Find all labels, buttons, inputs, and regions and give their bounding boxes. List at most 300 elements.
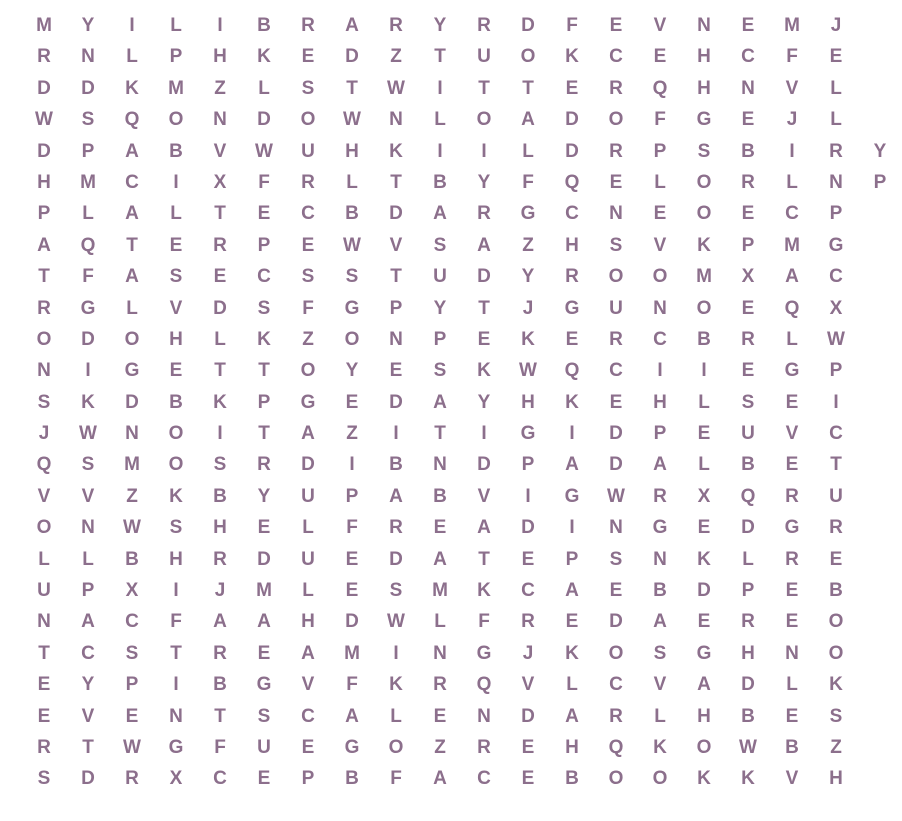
- grid-letter[interactable]: D: [741, 674, 755, 696]
- grid-letter[interactable]: O: [608, 642, 624, 664]
- grid-letter[interactable]: L: [434, 109, 446, 131]
- grid-letter[interactable]: R: [37, 736, 51, 758]
- grid-letter[interactable]: L: [126, 46, 138, 68]
- grid-letter[interactable]: D: [257, 109, 271, 131]
- grid-letter[interactable]: K: [741, 768, 755, 790]
- grid-letter[interactable]: Y: [477, 171, 491, 193]
- grid-letter[interactable]: T: [170, 642, 182, 664]
- grid-letter[interactable]: R: [785, 485, 799, 507]
- grid-letter[interactable]: C: [653, 328, 667, 350]
- grid-letter[interactable]: D: [81, 768, 95, 790]
- grid-letter[interactable]: G: [168, 736, 184, 758]
- grid-letter[interactable]: V: [389, 234, 403, 256]
- grid-letter[interactable]: M: [80, 171, 96, 193]
- grid-letter[interactable]: E: [565, 77, 579, 99]
- grid-letter[interactable]: E: [697, 517, 711, 539]
- grid-letter[interactable]: U: [477, 46, 491, 68]
- grid-letter[interactable]: L: [742, 548, 754, 570]
- grid-letter[interactable]: E: [653, 46, 667, 68]
- grid-letter[interactable]: G: [784, 517, 800, 539]
- grid-letter[interactable]: I: [701, 360, 707, 382]
- grid-letter[interactable]: D: [521, 705, 535, 727]
- grid-letter[interactable]: A: [213, 611, 227, 633]
- grid-letter[interactable]: K: [565, 46, 579, 68]
- grid-letter[interactable]: A: [81, 611, 95, 633]
- grid-letter[interactable]: N: [433, 642, 447, 664]
- grid-letter[interactable]: W: [123, 736, 141, 758]
- grid-letter[interactable]: T: [434, 46, 446, 68]
- grid-letter[interactable]: H: [37, 171, 51, 193]
- grid-letter[interactable]: B: [213, 674, 227, 696]
- grid-letter[interactable]: Y: [873, 140, 887, 162]
- grid-letter[interactable]: D: [125, 391, 139, 413]
- grid-letter[interactable]: C: [609, 674, 623, 696]
- grid-letter[interactable]: G: [696, 109, 712, 131]
- grid-letter[interactable]: R: [741, 171, 755, 193]
- grid-letter[interactable]: F: [654, 109, 666, 131]
- grid-letter[interactable]: P: [565, 548, 579, 570]
- grid-letter[interactable]: S: [81, 454, 95, 476]
- grid-letter[interactable]: T: [38, 642, 50, 664]
- grid-letter[interactable]: V: [785, 423, 799, 445]
- grid-letter[interactable]: E: [565, 611, 579, 633]
- grid-letter[interactable]: N: [81, 46, 95, 68]
- grid-letter[interactable]: D: [389, 203, 403, 225]
- grid-letter[interactable]: M: [36, 15, 52, 36]
- grid-letter[interactable]: A: [125, 266, 139, 288]
- grid-letter[interactable]: C: [829, 266, 843, 288]
- grid-letter[interactable]: A: [521, 109, 535, 131]
- grid-letter[interactable]: L: [786, 328, 798, 350]
- grid-letter[interactable]: Q: [36, 454, 52, 476]
- grid-letter[interactable]: L: [258, 77, 270, 99]
- grid-letter[interactable]: T: [478, 77, 490, 99]
- grid-letter[interactable]: L: [654, 171, 666, 193]
- grid-letter[interactable]: D: [81, 328, 95, 350]
- grid-letter[interactable]: K: [169, 485, 183, 507]
- grid-letter[interactable]: Z: [302, 328, 314, 350]
- grid-letter[interactable]: R: [741, 611, 755, 633]
- grid-letter[interactable]: S: [169, 266, 183, 288]
- grid-letter[interactable]: F: [566, 15, 578, 36]
- grid-letter[interactable]: P: [829, 203, 843, 225]
- grid-letter[interactable]: H: [741, 642, 755, 664]
- grid-letter[interactable]: H: [301, 611, 315, 633]
- grid-letter[interactable]: P: [741, 234, 755, 256]
- grid-letter[interactable]: I: [349, 454, 355, 476]
- grid-letter[interactable]: K: [565, 391, 579, 413]
- grid-letter[interactable]: E: [697, 423, 711, 445]
- grid-letter[interactable]: D: [213, 297, 227, 319]
- grid-letter[interactable]: D: [697, 580, 711, 602]
- grid-letter[interactable]: N: [37, 360, 51, 382]
- grid-letter[interactable]: C: [125, 171, 139, 193]
- grid-letter[interactable]: L: [82, 203, 94, 225]
- grid-letter[interactable]: F: [786, 46, 798, 68]
- grid-letter[interactable]: A: [125, 140, 139, 162]
- grid-letter[interactable]: R: [609, 705, 623, 727]
- grid-letter[interactable]: G: [520, 203, 536, 225]
- grid-letter[interactable]: S: [609, 234, 623, 256]
- grid-letter[interactable]: E: [785, 454, 799, 476]
- grid-letter[interactable]: A: [565, 580, 579, 602]
- grid-letter[interactable]: H: [697, 77, 711, 99]
- grid-letter[interactable]: Z: [522, 234, 534, 256]
- grid-letter[interactable]: L: [654, 705, 666, 727]
- grid-letter[interactable]: Z: [126, 485, 138, 507]
- grid-letter[interactable]: P: [125, 674, 139, 696]
- grid-letter[interactable]: E: [741, 297, 755, 319]
- grid-letter[interactable]: B: [169, 140, 183, 162]
- grid-letter[interactable]: R: [37, 46, 51, 68]
- grid-letter[interactable]: A: [565, 705, 579, 727]
- grid-letter[interactable]: W: [343, 234, 361, 256]
- grid-letter[interactable]: W: [35, 109, 53, 131]
- grid-letter[interactable]: D: [389, 548, 403, 570]
- grid-letter[interactable]: R: [389, 517, 403, 539]
- grid-letter[interactable]: S: [433, 234, 447, 256]
- grid-letter[interactable]: Y: [345, 360, 359, 382]
- grid-letter[interactable]: H: [697, 705, 711, 727]
- grid-letter[interactable]: E: [37, 674, 51, 696]
- grid-letter[interactable]: C: [125, 611, 139, 633]
- grid-letter[interactable]: T: [434, 423, 446, 445]
- grid-letter[interactable]: D: [37, 77, 51, 99]
- grid-letter[interactable]: G: [476, 642, 492, 664]
- grid-letter[interactable]: L: [38, 548, 50, 570]
- grid-letter[interactable]: T: [258, 360, 270, 382]
- grid-letter[interactable]: H: [213, 46, 227, 68]
- grid-letter[interactable]: G: [828, 234, 844, 256]
- grid-letter[interactable]: K: [521, 328, 535, 350]
- grid-letter[interactable]: R: [213, 642, 227, 664]
- grid-letter[interactable]: C: [741, 46, 755, 68]
- grid-letter[interactable]: P: [873, 171, 887, 193]
- grid-letter[interactable]: E: [741, 15, 755, 36]
- grid-letter[interactable]: O: [520, 46, 536, 68]
- grid-letter[interactable]: S: [257, 705, 271, 727]
- grid-letter[interactable]: J: [522, 297, 534, 319]
- grid-letter[interactable]: C: [477, 768, 491, 790]
- grid-letter[interactable]: B: [697, 328, 711, 350]
- grid-letter[interactable]: E: [521, 736, 535, 758]
- grid-letter[interactable]: R: [213, 548, 227, 570]
- grid-letter[interactable]: C: [521, 580, 535, 602]
- grid-letter[interactable]: Q: [80, 234, 96, 256]
- grid-letter[interactable]: K: [257, 46, 271, 68]
- grid-letter[interactable]: E: [389, 360, 403, 382]
- grid-letter[interactable]: E: [565, 328, 579, 350]
- grid-letter[interactable]: E: [609, 580, 623, 602]
- grid-letter[interactable]: G: [124, 360, 140, 382]
- grid-letter[interactable]: O: [608, 109, 624, 131]
- grid-letter[interactable]: Q: [476, 674, 492, 696]
- grid-letter[interactable]: P: [345, 485, 359, 507]
- grid-letter[interactable]: M: [256, 580, 272, 602]
- grid-letter[interactable]: Z: [390, 46, 402, 68]
- grid-letter[interactable]: Y: [477, 391, 491, 413]
- grid-letter[interactable]: R: [785, 548, 799, 570]
- grid-letter[interactable]: S: [345, 266, 359, 288]
- grid-letter[interactable]: I: [481, 140, 487, 162]
- grid-letter[interactable]: I: [173, 171, 179, 193]
- grid-letter[interactable]: C: [785, 203, 799, 225]
- grid-letter[interactable]: X: [741, 266, 755, 288]
- grid-letter[interactable]: G: [344, 736, 360, 758]
- grid-letter[interactable]: W: [739, 736, 757, 758]
- grid-letter[interactable]: U: [37, 580, 51, 602]
- grid-letter[interactable]: G: [564, 485, 580, 507]
- grid-letter[interactable]: K: [477, 360, 491, 382]
- grid-letter[interactable]: E: [37, 705, 51, 727]
- grid-letter[interactable]: E: [433, 705, 447, 727]
- grid-letter[interactable]: O: [168, 109, 184, 131]
- grid-letter[interactable]: Y: [521, 266, 535, 288]
- grid-letter[interactable]: O: [828, 642, 844, 664]
- grid-letter[interactable]: O: [696, 736, 712, 758]
- grid-letter[interactable]: R: [301, 15, 315, 36]
- grid-letter[interactable]: G: [80, 297, 96, 319]
- grid-letter[interactable]: C: [257, 266, 271, 288]
- grid-letter[interactable]: O: [388, 736, 404, 758]
- grid-letter[interactable]: R: [609, 140, 623, 162]
- grid-letter[interactable]: S: [125, 642, 139, 664]
- grid-letter[interactable]: L: [830, 109, 842, 131]
- grid-letter[interactable]: P: [653, 140, 667, 162]
- grid-letter[interactable]: L: [566, 674, 578, 696]
- grid-letter[interactable]: C: [609, 46, 623, 68]
- grid-letter[interactable]: G: [344, 297, 360, 319]
- grid-letter[interactable]: V: [653, 234, 667, 256]
- grid-letter[interactable]: S: [389, 580, 403, 602]
- grid-letter[interactable]: E: [257, 768, 271, 790]
- grid-letter[interactable]: O: [36, 328, 52, 350]
- grid-letter[interactable]: S: [257, 297, 271, 319]
- grid-letter[interactable]: S: [433, 360, 447, 382]
- grid-letter[interactable]: E: [609, 15, 623, 36]
- grid-letter[interactable]: J: [38, 423, 50, 445]
- grid-letter[interactable]: H: [829, 768, 843, 790]
- grid-letter[interactable]: W: [607, 485, 625, 507]
- grid-letter[interactable]: K: [697, 768, 711, 790]
- grid-letter[interactable]: Y: [81, 674, 95, 696]
- grid-letter[interactable]: J: [786, 109, 798, 131]
- grid-letter[interactable]: G: [564, 297, 580, 319]
- grid-letter[interactable]: F: [478, 611, 490, 633]
- grid-letter[interactable]: O: [696, 171, 712, 193]
- grid-letter[interactable]: K: [653, 736, 667, 758]
- grid-letter[interactable]: O: [828, 611, 844, 633]
- grid-letter[interactable]: K: [213, 391, 227, 413]
- grid-letter[interactable]: S: [37, 768, 51, 790]
- grid-letter[interactable]: C: [301, 203, 315, 225]
- grid-letter[interactable]: P: [81, 140, 95, 162]
- grid-letter[interactable]: Z: [214, 77, 226, 99]
- grid-letter[interactable]: A: [345, 15, 359, 36]
- grid-letter[interactable]: A: [301, 423, 315, 445]
- grid-letter[interactable]: H: [565, 234, 579, 256]
- grid-letter[interactable]: B: [741, 140, 755, 162]
- grid-letter[interactable]: P: [389, 297, 403, 319]
- grid-letter[interactable]: S: [609, 548, 623, 570]
- grid-letter[interactable]: S: [213, 454, 227, 476]
- grid-letter[interactable]: I: [173, 580, 179, 602]
- grid-letter[interactable]: H: [521, 391, 535, 413]
- grid-letter[interactable]: I: [393, 423, 399, 445]
- grid-letter[interactable]: R: [609, 77, 623, 99]
- grid-letter[interactable]: S: [81, 109, 95, 131]
- grid-letter[interactable]: W: [343, 109, 361, 131]
- grid-letter[interactable]: B: [389, 454, 403, 476]
- grid-letter[interactable]: O: [344, 328, 360, 350]
- grid-letter[interactable]: L: [390, 705, 402, 727]
- grid-letter[interactable]: P: [433, 328, 447, 350]
- grid-letter[interactable]: E: [169, 360, 183, 382]
- grid-letter[interactable]: Q: [564, 360, 580, 382]
- grid-letter[interactable]: B: [829, 580, 843, 602]
- grid-letter[interactable]: A: [125, 203, 139, 225]
- grid-letter[interactable]: U: [741, 423, 755, 445]
- grid-letter[interactable]: K: [389, 140, 403, 162]
- grid-letter[interactable]: E: [257, 642, 271, 664]
- grid-letter[interactable]: D: [741, 517, 755, 539]
- grid-letter[interactable]: D: [565, 109, 579, 131]
- grid-letter[interactable]: H: [345, 140, 359, 162]
- grid-letter[interactable]: K: [389, 674, 403, 696]
- grid-letter[interactable]: L: [786, 171, 798, 193]
- grid-letter[interactable]: E: [785, 611, 799, 633]
- grid-letter[interactable]: T: [478, 548, 490, 570]
- grid-letter[interactable]: N: [609, 517, 623, 539]
- grid-letter[interactable]: C: [565, 203, 579, 225]
- grid-letter[interactable]: E: [301, 736, 315, 758]
- grid-letter[interactable]: E: [829, 548, 843, 570]
- grid-letter[interactable]: O: [168, 423, 184, 445]
- grid-letter[interactable]: O: [124, 328, 140, 350]
- grid-letter[interactable]: H: [565, 736, 579, 758]
- grid-letter[interactable]: D: [345, 611, 359, 633]
- grid-letter[interactable]: W: [827, 328, 845, 350]
- grid-letter[interactable]: A: [565, 454, 579, 476]
- grid-letter[interactable]: W: [387, 77, 405, 99]
- grid-letter[interactable]: V: [653, 15, 667, 36]
- grid-letter[interactable]: I: [481, 423, 487, 445]
- grid-letter[interactable]: F: [214, 736, 226, 758]
- grid-letter[interactable]: O: [36, 517, 52, 539]
- grid-letter[interactable]: E: [433, 517, 447, 539]
- grid-letter[interactable]: N: [433, 454, 447, 476]
- grid-letter[interactable]: K: [697, 548, 711, 570]
- grid-letter[interactable]: N: [169, 705, 183, 727]
- grid-letter[interactable]: O: [652, 768, 668, 790]
- grid-letter[interactable]: V: [169, 297, 183, 319]
- grid-letter[interactable]: N: [609, 203, 623, 225]
- grid-letter[interactable]: E: [521, 548, 535, 570]
- grid-letter[interactable]: O: [608, 768, 624, 790]
- grid-letter[interactable]: X: [697, 485, 711, 507]
- grid-letter[interactable]: A: [697, 674, 711, 696]
- grid-letter[interactable]: S: [653, 642, 667, 664]
- grid-letter[interactable]: M: [784, 15, 800, 36]
- grid-letter[interactable]: Y: [81, 15, 95, 36]
- grid-letter[interactable]: R: [389, 15, 403, 36]
- grid-letter[interactable]: I: [217, 15, 223, 36]
- grid-letter[interactable]: E: [697, 611, 711, 633]
- grid-letter[interactable]: Y: [257, 485, 271, 507]
- grid-letter[interactable]: I: [129, 15, 135, 36]
- grid-letter[interactable]: U: [301, 140, 315, 162]
- grid-letter[interactable]: N: [125, 423, 139, 445]
- grid-letter[interactable]: A: [389, 485, 403, 507]
- grid-letter[interactable]: T: [214, 705, 226, 727]
- grid-letter[interactable]: N: [741, 77, 755, 99]
- grid-letter[interactable]: Z: [434, 736, 446, 758]
- grid-letter[interactable]: I: [173, 674, 179, 696]
- grid-letter[interactable]: E: [345, 580, 359, 602]
- grid-letter[interactable]: M: [696, 266, 712, 288]
- grid-letter[interactable]: W: [255, 140, 273, 162]
- grid-letter[interactable]: E: [169, 234, 183, 256]
- grid-letter[interactable]: A: [477, 517, 491, 539]
- grid-letter[interactable]: D: [565, 140, 579, 162]
- grid-letter[interactable]: I: [437, 77, 443, 99]
- grid-letter[interactable]: N: [213, 109, 227, 131]
- grid-letter[interactable]: J: [522, 642, 534, 664]
- grid-letter[interactable]: R: [653, 485, 667, 507]
- grid-letter[interactable]: V: [213, 140, 227, 162]
- grid-letter[interactable]: T: [82, 736, 94, 758]
- grid-letter[interactable]: Z: [830, 736, 842, 758]
- grid-letter[interactable]: B: [785, 736, 799, 758]
- grid-letter[interactable]: A: [345, 705, 359, 727]
- grid-letter[interactable]: T: [390, 266, 402, 288]
- grid-letter[interactable]: F: [346, 674, 358, 696]
- grid-letter[interactable]: R: [741, 328, 755, 350]
- grid-letter[interactable]: Q: [564, 171, 580, 193]
- grid-letter[interactable]: I: [217, 423, 223, 445]
- grid-letter[interactable]: D: [609, 454, 623, 476]
- grid-letter[interactable]: B: [565, 768, 579, 790]
- grid-letter[interactable]: P: [741, 580, 755, 602]
- grid-letter[interactable]: R: [477, 203, 491, 225]
- grid-letter[interactable]: I: [789, 140, 795, 162]
- grid-letter[interactable]: U: [433, 266, 447, 288]
- grid-letter[interactable]: W: [123, 517, 141, 539]
- grid-letter[interactable]: V: [785, 77, 799, 99]
- grid-letter[interactable]: E: [301, 46, 315, 68]
- grid-letter[interactable]: S: [697, 140, 711, 162]
- grid-letter[interactable]: E: [741, 109, 755, 131]
- grid-letter[interactable]: V: [477, 485, 491, 507]
- grid-letter[interactable]: D: [521, 517, 535, 539]
- grid-letter[interactable]: G: [652, 517, 668, 539]
- grid-letter[interactable]: R: [213, 234, 227, 256]
- grid-letter[interactable]: U: [257, 736, 271, 758]
- grid-letter[interactable]: O: [696, 203, 712, 225]
- grid-letter[interactable]: T: [214, 360, 226, 382]
- grid-letter[interactable]: F: [346, 517, 358, 539]
- grid-letter[interactable]: I: [569, 423, 575, 445]
- grid-letter[interactable]: F: [390, 768, 402, 790]
- grid-letter[interactable]: G: [520, 423, 536, 445]
- grid-letter[interactable]: A: [37, 234, 51, 256]
- grid-letter[interactable]: I: [525, 485, 531, 507]
- grid-letter[interactable]: E: [345, 391, 359, 413]
- grid-letter[interactable]: A: [653, 611, 667, 633]
- grid-letter[interactable]: Q: [740, 485, 756, 507]
- grid-letter[interactable]: R: [257, 454, 271, 476]
- grid-letter[interactable]: B: [433, 171, 447, 193]
